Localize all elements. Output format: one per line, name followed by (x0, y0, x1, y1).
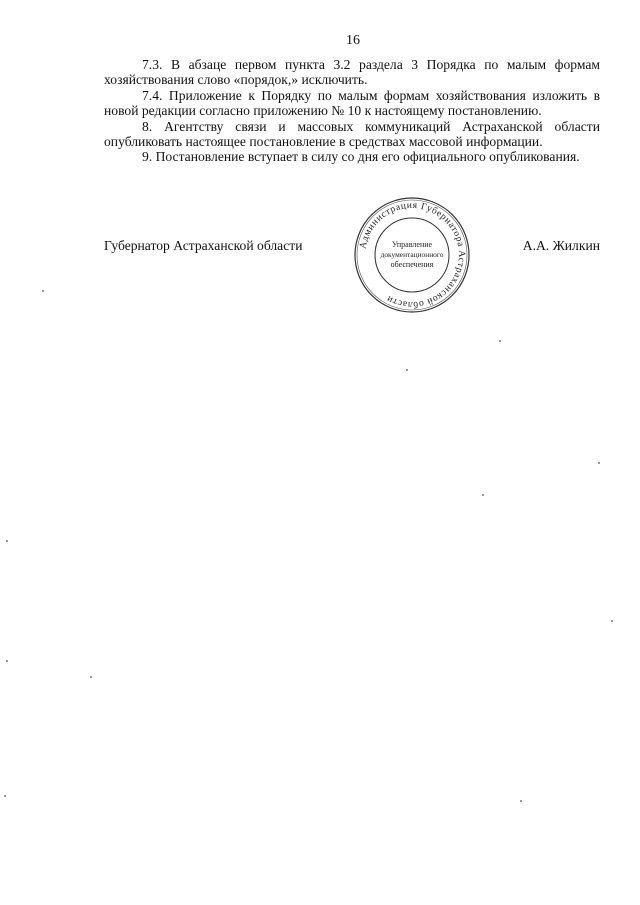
scan-speck (598, 462, 600, 464)
scan-speck (90, 676, 92, 678)
signer-name: А.А. Жилкин (522, 238, 600, 253)
scan-speck (520, 800, 522, 802)
official-seal (353, 196, 471, 314)
paragraph-7-4: 7.4. Приложение к Порядку по малым формам хозяйствования изложить в новой редакции согласно приложению № 10 к настоящему постановлению. (104, 87, 600, 119)
paragraph-9: 9. Постановление вступает в силу со дня его официального опубликования. (142, 149, 580, 165)
scan-speck (4, 795, 6, 797)
scan-speck (6, 660, 8, 662)
signature-block (104, 238, 600, 258)
scan-speck (406, 369, 408, 371)
scan-speck (42, 290, 44, 292)
paragraph-8: 8. Агентству связи и массовых коммуникаций Астраханской области опубликовать настоящее постановление в средствах массовой информации. (104, 118, 600, 150)
paragraph-7-3: 7.3. В абзаце первом пункта 3.2 раздела 3 Порядка по малым формам хозяйствования слово «порядок,» исключить. (104, 57, 600, 88)
document-body (104, 57, 600, 165)
seal-inner-line-1: Управление (391, 240, 433, 249)
scan-speck (6, 540, 8, 542)
seal-inner-line-3: обеспечения (390, 260, 434, 269)
scan-speck (499, 340, 501, 342)
scan-speck (611, 620, 613, 622)
scan-speck (482, 494, 484, 496)
seal-outer-text: Администрация Губернатора Астраханской области (357, 199, 468, 311)
page-number: 16 (346, 33, 360, 48)
seal-inner-line-2: документационного (380, 250, 444, 259)
signer-title: Губернатор Астраханской области (104, 238, 303, 253)
